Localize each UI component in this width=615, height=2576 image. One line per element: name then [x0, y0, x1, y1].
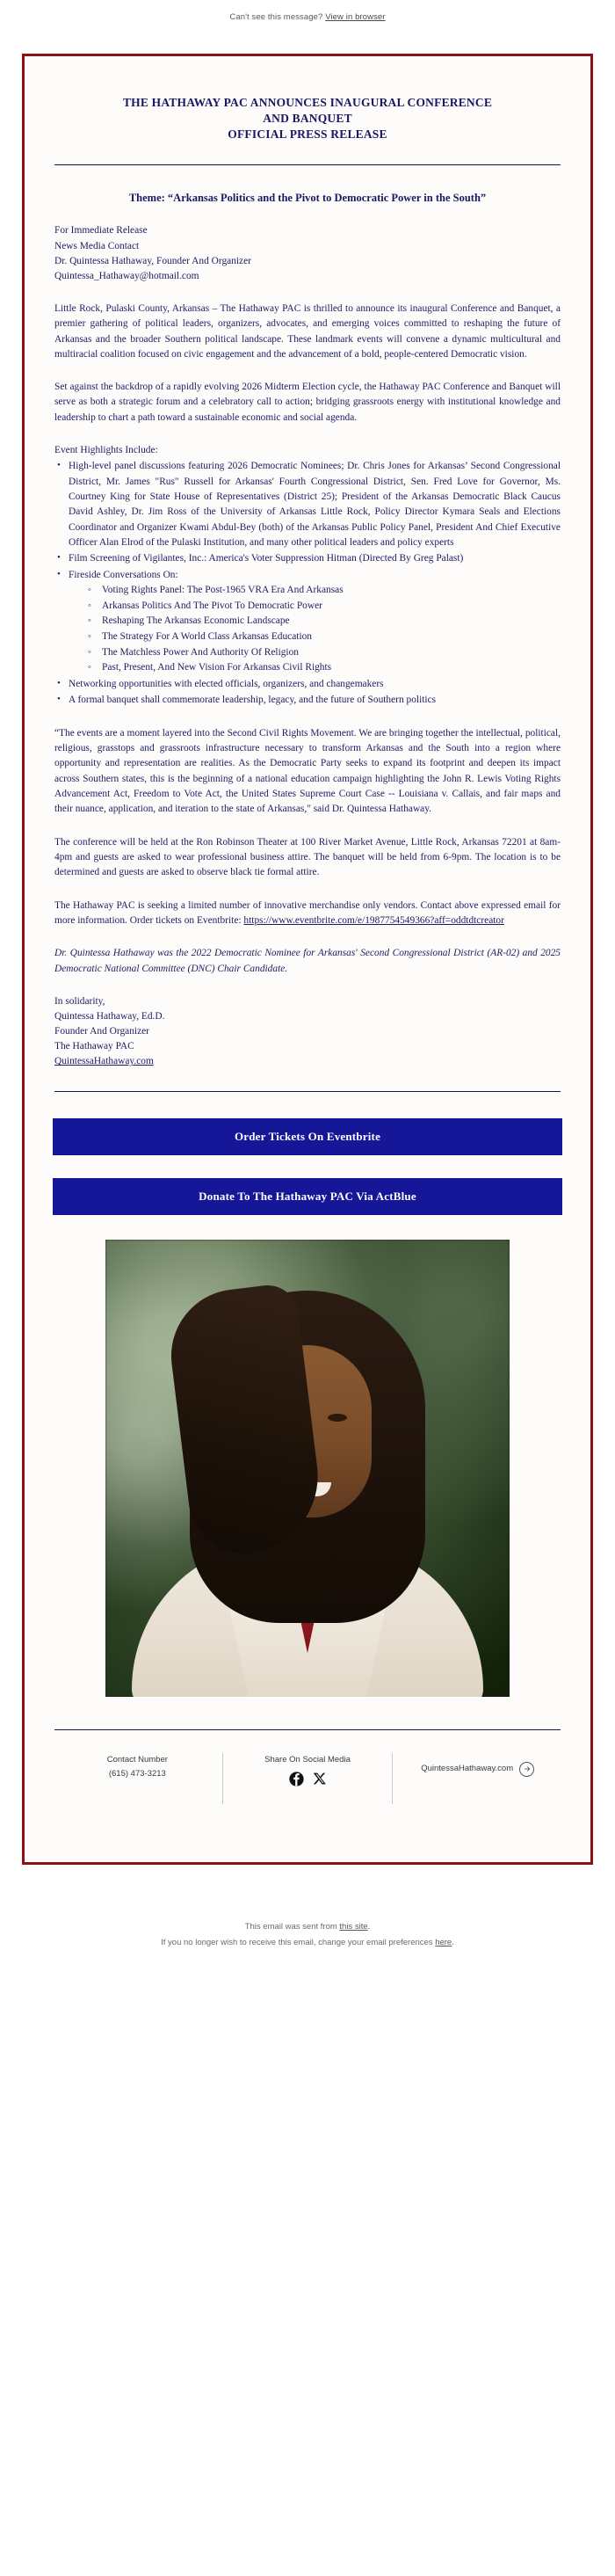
preheader-text: Can't see this message? [229, 12, 323, 22]
list-item: • High-level panel discussions featuring 2026 Democratic Nominees; Dr. Chris Jones for Arkansas’ Second Congressional District, Mr. James "Rus" Russell for Arkansas' Fourth Congressional District, Sen. Fred Love for Governor, Ms. Courtney King for State House of Representatives (District 25); President of the Arkansas Democratic Black Caucus David Ashley, Dr. Jim Ross of the University of Arkansas Little Rock, Policy Director Kymara Seals and Elections Coordinator and Organizer Kwami Abdul-Bey (both) of the Arkansas Public Policy Panel, President And Chief Executive Officer Alan Elrod of the Pulaski Institution, and many other political leaders and policy experts [54, 459, 561, 550]
donate-actblue-button[interactable]: Donate To The Hathaway PAC Via ActBlue [53, 1178, 562, 1215]
signature-block [54, 994, 561, 1070]
media-contact-label: News Media Contact [54, 240, 140, 251]
event-highlights-list [54, 459, 561, 708]
fireside-sublist [69, 583, 561, 676]
signature-org: The Hathaway PAC [54, 1041, 134, 1052]
header-divider [54, 164, 561, 165]
headline-line-2: AND BANQUET [263, 112, 352, 126]
email-body-card [22, 54, 593, 1865]
share-social-label: Share On Social Media [264, 1754, 351, 1765]
legal-line-2 [0, 1935, 615, 1951]
list-item: ◦ Voting Rights Panel: The Post-1965 VRA Era And Arkansas [86, 583, 561, 599]
donate-cta-wrapper [53, 1178, 562, 1215]
signature-website-link[interactable]: QuintessaHathaway.com [54, 1056, 154, 1067]
vendors-text: The Hathaway PAC is seeking a limited number of innovative merchandise only vendors. Contact above expressed email for more information. Order tickets on Eventbrite: [54, 899, 561, 927]
paragraph-venue: The conference will be held at the Ron Robinson Theater at 100 River Market Avenue, Little Rock, Arkansas 72201 at 8am-4pm and guests are asked to wear professional business attire. The banquet will be held from 6-9pm. The location is to be determined and guests are asked to observe black tie formal attire. [54, 836, 561, 878]
legal-line-1-prefix: This email was sent from [244, 1921, 340, 1932]
legal-line-1-suffix: . [367, 1921, 371, 1932]
email-preferences-link[interactable]: here [435, 1937, 452, 1947]
page-title [53, 95, 562, 143]
contact-number-value[interactable]: (615) 473-3213 [108, 1768, 166, 1779]
view-in-browser-link[interactable]: View in browser [325, 12, 386, 22]
signature-role: Founder And Organizer [54, 1026, 149, 1037]
footer-website-label: QuintessaHathaway.com [421, 1764, 514, 1774]
list-item: ◦ Past, Present, And New Vision For Arkansas Civil Rights [86, 660, 561, 676]
paragraph-announcement: Little Rock, Pulaski County, Arkansas – The Hathaway PAC is thrilled to announce its inaugural Conference and Banquet, a premier gathering of political leaders, organizers, advocates, and emerging voices committed to reshaping the future of Arkansas and the broader Southern political landscape. These landmark events will convene a dynamic multicultural and multiracial coalition focused on civic engagement and the advancement of a bold, people-centered Democratic vision. [54, 302, 561, 360]
media-contact-email: Quintessa_Hathaway@hotmail.com [54, 270, 199, 281]
facebook-icon[interactable] [289, 1772, 304, 1786]
preheader [0, 0, 615, 22]
list-item: ◦ The Matchless Power And Authority Of Religion [86, 645, 561, 661]
list-item: ◦ Reshaping The Arkansas Economic Landscape [86, 614, 561, 629]
headline-line-3: OFFICIAL PRESS RELEASE [228, 127, 387, 142]
list-item: • A formal banquet shall commemorate leadership, legacy, and the future of Southern politics [54, 693, 561, 708]
footer-website-column [393, 1753, 562, 1777]
footer-bottom-spacer [53, 1804, 562, 1836]
contact-number-label: Contact Number [106, 1754, 168, 1765]
legal-line-1 [0, 1919, 615, 1935]
list-item: • Networking opportunities with elected officials, organizers, and changemakers [54, 677, 561, 692]
social-icons-row [230, 1772, 386, 1786]
footer-contact-column [53, 1753, 222, 1781]
list-item: ◦ The Strategy For A World Class Arkansas Education [86, 629, 561, 645]
release-status: For Immediate Release [54, 225, 148, 236]
fireside-label: Fireside Conversations On: [69, 569, 178, 580]
website-row[interactable] [400, 1753, 555, 1777]
legal-line-2-suffix: . [452, 1937, 454, 1947]
paragraph-bio: Dr. Quintessa Hathaway was the 2022 Democratic Nominee for Arkansas' Second Congressional District (AR-02) and 2025 Democratic National Committee (DNC) Chair Candidate. [54, 948, 561, 974]
event-highlights-section [54, 443, 561, 709]
tickets-cta-wrapper [53, 1118, 562, 1155]
media-contact-block [54, 223, 561, 283]
signature-divider [54, 1091, 561, 1092]
portrait-eye-right [328, 1414, 347, 1422]
legal-line-2-prefix: If you no longer wish to receive this email, change your email preferences [161, 1937, 436, 1947]
list-item: • Film Screening of Vigilantes, Inc.: America's Voter Suppression Hitman (Directed By Greg Palast) [54, 551, 561, 566]
legal-footer [0, 1865, 615, 1970]
paragraph-context: Set against the backdrop of a rapidly evolving 2026 Midterm Election cycle, the Hathaway PAC Conference and Banquet will serve as both a strategic forum and a celebratory call to action; bridging grassroots energy with institutional knowledge and leadership to chart a path toward a sustainable economic and social agenda. [54, 382, 561, 423]
portrait-photo [105, 1240, 510, 1697]
footer-columns [53, 1753, 562, 1804]
order-tickets-button[interactable]: Order Tickets On Eventbrite [53, 1118, 562, 1155]
event-highlights-label: Event Highlights Include: [54, 445, 158, 456]
list-item: ◦ Arkansas Politics And The Pivot To Democratic Power [86, 599, 561, 615]
x-twitter-icon[interactable] [313, 1772, 327, 1786]
footer-divider [54, 1729, 561, 1730]
signature-salutation: In solidarity, [54, 996, 105, 1008]
conference-theme: Theme: “Arkansas Politics and the Pivot to Democratic Power in the South” [128, 191, 487, 204]
portrait-wrapper [53, 1240, 562, 1701]
this-site-link[interactable]: this site [339, 1921, 368, 1932]
paragraph-vendors [54, 899, 561, 929]
list-item-fireside [54, 568, 561, 676]
paragraph-quote: “The events are a moment layered into the Second Civil Rights Movement. We are bringing together the intellectual, political, religious, grasstops and grassroots infrastructure necessary to transform Arkansas and the South into a region where opportunity and representation are realities. As the Democratic Party seeks to expand its footprint and deepen its impact across Southern states, this is the beginning of a national education campaign highlighting the John R. Lewis Voting Rights Advancement Act, Freedom to Vote Act, the United States Supreme Court Case -- Louisiana v. Callais, and fair maps and their nuance, application, and iteration to the state of Arkansas," said Dr. Quintessa Hathaway. [54, 727, 561, 815]
media-contact-name: Dr. Quintessa Hathaway, Founder And Organizer [54, 255, 251, 266]
footer-social-column [222, 1753, 394, 1804]
signature-name: Quintessa Hathaway, Ed.D. [54, 1011, 165, 1022]
eventbrite-url-link[interactable]: https://www.eventbrite.com/e/1987754549366?aff=oddtdtcreator [243, 915, 504, 927]
headline-line-1: THE HATHAWAY PAC ANNOUNCES INAUGURAL CONFERENCE [122, 96, 493, 109]
arrow-right-icon[interactable] [519, 1762, 534, 1777]
